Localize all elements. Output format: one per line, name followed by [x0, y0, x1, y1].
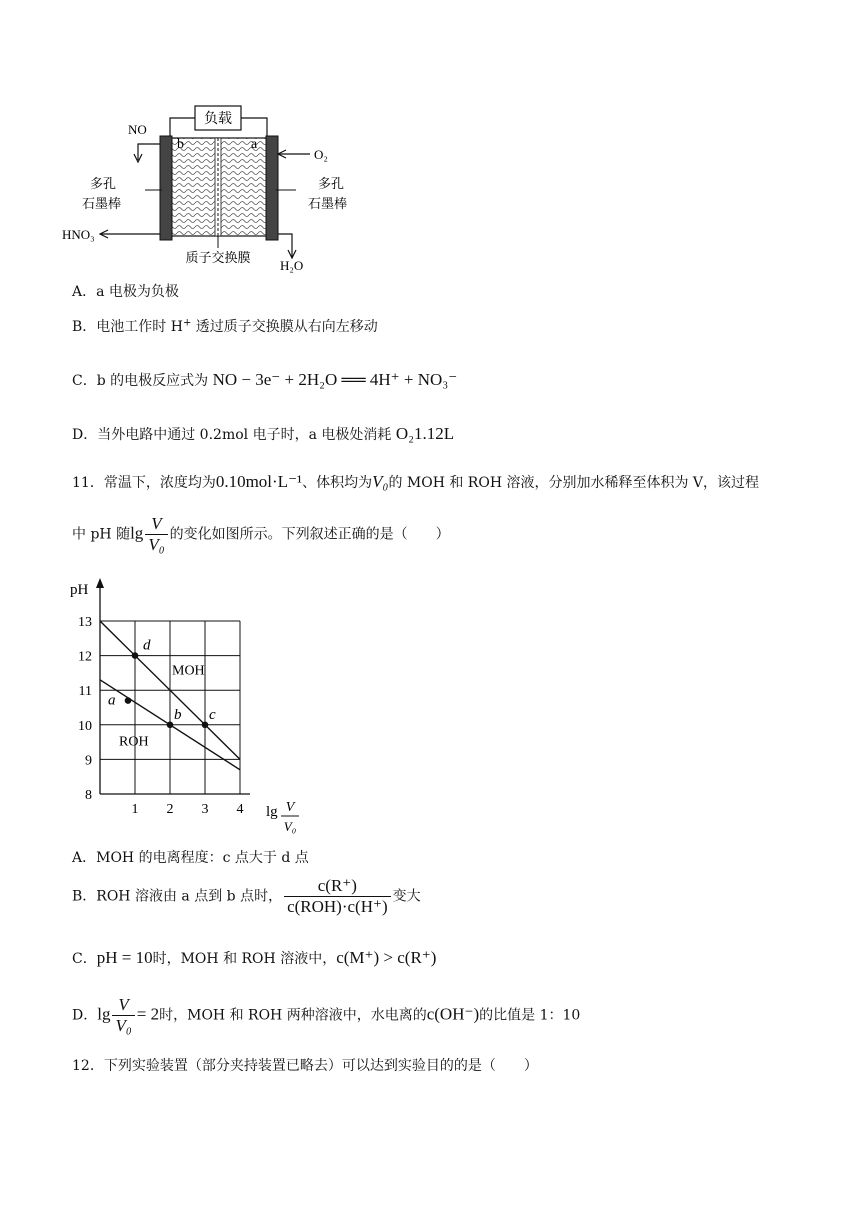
series-label-roh: ROH [119, 734, 149, 750]
no-label: NO [128, 122, 147, 137]
x-axis-label-lg: lg [266, 804, 278, 820]
y-axis-label: pH [70, 582, 89, 598]
o2-label: O₂ [314, 147, 328, 162]
q10-option-a [72, 281, 179, 301]
point-b [167, 722, 174, 729]
fuel-cell-diagram [60, 98, 380, 273]
q11-fraction [145, 514, 167, 555]
q11-text-b: 、体积均为 [302, 475, 373, 491]
q11-option-d-pre: D． [72, 1007, 98, 1024]
q11-text-e: 的变化如图所示。下列叙述正确的是（ ） [169, 526, 450, 543]
q11-option-d-oh: c(OH⁻) [426, 1004, 480, 1024]
q11-concentration: 0.10mol·L⁻¹ [215, 472, 303, 491]
y-tick-label: 13 [78, 615, 92, 630]
q11-option-c-pre: C． [72, 951, 97, 967]
x-tick-label: 2 [166, 802, 174, 817]
q10-option-d [72, 424, 454, 444]
q11-option-d-end: 的比值是 1：10 [479, 1007, 581, 1024]
q11-option-d-den: V₀ [112, 1015, 134, 1036]
rod-left-l1: 多孔 [90, 177, 117, 192]
y-axis-arrow [96, 578, 104, 588]
load-label: 负载 [204, 111, 232, 127]
point-label-b: b [174, 706, 182, 723]
y-tick-label: 9 [85, 753, 92, 769]
y-tick-label: 11 [78, 684, 92, 700]
q11-lg: lg [130, 523, 144, 543]
x-tick-label: 1 [131, 802, 139, 817]
q11-option-c-cond: pH = 10 [96, 948, 153, 967]
q10-option-d-pre: D．当外电路中通过 0.2mol 电子时，a 电极处消耗 [72, 427, 396, 443]
point-label-c: c [209, 706, 216, 723]
ph-dilution-chart [64, 572, 314, 840]
q10-option-c-pre: C．b 的电极反应式为 [72, 373, 213, 389]
rod-left-l2: 石墨棒 [82, 197, 122, 212]
q11-option-b-den: c(ROH)·c(H⁺) [284, 896, 391, 917]
q11-option-b-pre: B．ROH 溶液由 a 点到 b 点时， [72, 888, 283, 905]
q11-text-c: 的 MOH 和 ROH 溶液，分别加水稀释至体积为 V，该过程 [388, 475, 760, 491]
q11-option-a-text: A．MOH 的电离程度：c 点大于 d 点 [72, 850, 309, 866]
rod-right-l1: 多孔 [318, 177, 345, 192]
q11-option-c-ineq: c(M⁺) > c(R⁺) [336, 948, 437, 967]
q11-option-d-fraction [112, 995, 134, 1036]
q11-option-b-fraction [284, 876, 391, 917]
q11-frac-den: V₀ [145, 534, 167, 555]
q11-stem-line1 [72, 472, 759, 492]
q11-option-d [72, 995, 580, 1036]
electrode-a-rod [266, 136, 278, 240]
q10-option-a-text: A．a 电极为负极 [72, 284, 179, 300]
q11-option-c-mid: 时，MOH 和 ROH 溶液中， [152, 951, 337, 967]
x-tick-label: 3 [201, 802, 209, 817]
y-tick-label: 8 [85, 788, 92, 803]
point-c [202, 722, 209, 729]
q11-stem-line2 [72, 514, 450, 555]
q11-option-d-num: V [118, 995, 129, 1014]
point-a [125, 697, 132, 704]
x-axis-label-num: V [285, 800, 295, 815]
q11-option-a [72, 847, 309, 867]
q12-stem [72, 1055, 538, 1075]
q11-text-d: 中 pH 随 [72, 526, 131, 543]
point-label-a: a [108, 692, 116, 709]
point-d [132, 652, 139, 659]
membrane-label: 质子交换膜 [185, 251, 251, 266]
q10-option-b-post: 透过质子交换膜从右向左移动 [191, 319, 378, 335]
y-tick-label: 12 [78, 649, 92, 665]
q11-option-d-post: 时，MOH 和 ROH 两种溶液中，水电离的 [159, 1007, 427, 1024]
electrode-b-rod [160, 136, 172, 240]
q11-v0: V₀ [372, 472, 389, 491]
y-tick-label: 10 [78, 718, 92, 734]
q11-option-d-lg: lg [97, 1004, 111, 1024]
q10-option-b [72, 316, 378, 336]
q11-option-b-post: 变大 [392, 888, 421, 905]
x-axis-label-den: V₀ [283, 819, 297, 834]
q11-frac-num: V [151, 514, 162, 533]
proton-membrane [215, 138, 221, 236]
series-label-moh: MOH [172, 663, 205, 679]
q12-text: 12．下列实验装置（部分夹持装置已略去）可以达到实验目的的是（ ） [72, 1058, 538, 1074]
x-tick-label: 4 [236, 802, 244, 817]
h2o-label: H₂O [280, 258, 304, 273]
q11-option-b [72, 876, 421, 917]
hno3-label: HNO₃ [62, 227, 95, 242]
point-label-d: d [143, 637, 151, 654]
q11-option-b-num: c(R⁺) [317, 876, 357, 895]
q10-option-d-value: O₂1.12L [395, 424, 455, 443]
q11-option-d-eq: = 2 [136, 1004, 160, 1024]
rod-right-l2: 石墨棒 [308, 197, 348, 212]
electrode-a-label: a [251, 137, 258, 152]
q10-option-b-sup: + [182, 317, 192, 329]
q10-option-c [72, 370, 457, 390]
electrode-b-label: b [177, 137, 184, 152]
q11-text-a: 11．常温下，浓度均为 [72, 475, 216, 491]
q10-option-c-equation: NO − 3e⁻ + 2H₂O ══ 4H⁺ + NO₃⁻ [212, 370, 458, 389]
q10-option-b-pre: B．电池工作时 H [72, 319, 183, 335]
q11-option-c [72, 948, 436, 968]
